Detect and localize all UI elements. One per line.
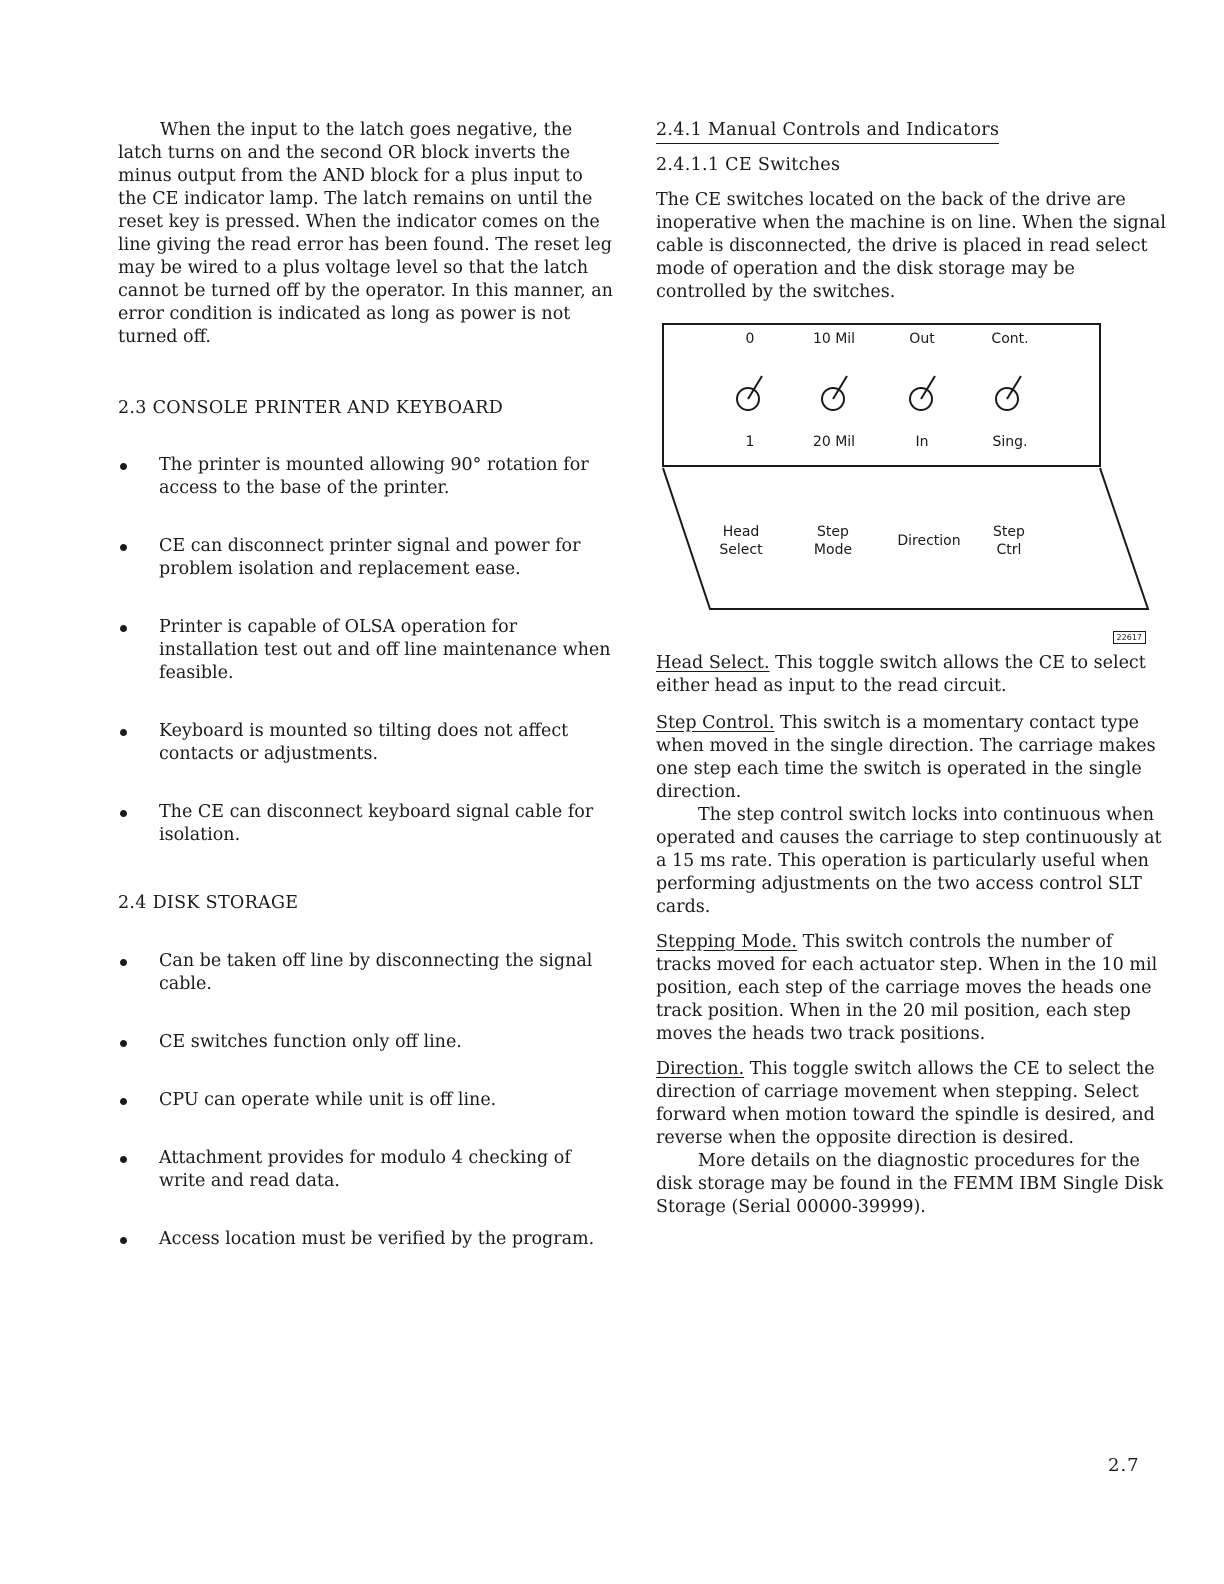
section-2-4-1-title: 2.4.1 Manual Controls and Indicators [656, 119, 1166, 144]
toggle-switch-icon [996, 376, 1021, 410]
figure-tag: 22617 [1113, 631, 1146, 644]
direction-switch-label: Direction [897, 533, 961, 549]
head-select-switch-label: Head Select [719, 524, 763, 558]
disk-storage-list [118, 950, 614, 1251]
ce-switches-intro: The CE switches located on the back of the drive are inoperative when the machine is on line. When the signal cable is disconnected, the drive is placed in read select mode of operation and the disk storage may be controlled by the switches. [656, 190, 1166, 302]
direction-bottom-label: In [915, 434, 929, 450]
list-item: Keyboard is mounted so tilting does not affect contacts or adjustments. [118, 720, 614, 766]
head-select-bottom-label: 1 [745, 434, 755, 450]
head-select-paragraph: Head Select. This toggle switch allows the CE to select either head as input to the read circuit. [656, 653, 1146, 696]
toggle-switch-icon [910, 376, 935, 410]
step-control-paragraph-2: The step control switch locks into continuous when operated and causes the carriage to step continuously at a 15 ms rate. This operation is particularly useful when performing adjustments on the two access control SLT cards. [656, 805, 1162, 917]
list-item: Printer is capable of OLSA operation for installation test out and off line maintenance when feasible. [118, 616, 614, 685]
stepping-mode-paragraph: Stepping Mode. This switch controls the number of tracks moved for each actuator step. When in the 10 mil position, each step of the carriage moves the heads one track position. When in the 20 mil position, each step moves the heads two track positions. [656, 932, 1158, 1044]
bullet-icon [120, 625, 127, 632]
section-2-4-1-1-title: 2.4.1.1 CE Switches [656, 155, 841, 175]
section-2-3-heading: 2.3 CONSOLE PRINTER AND KEYBOARD [118, 398, 504, 418]
diagnostic-details-paragraph: More details on the diagnostic procedures for the disk storage may be found in the FEMM IBM Single Disk Storage (Serial 00000-39999). [656, 1151, 1164, 1217]
step-control-paragraph: Step Control. This switch is a momentary contact type when moved in the single direction. The carriage makes one step each time the switch is operated in the single direction. [656, 713, 1156, 802]
list-item: CPU can operate while unit is off line. [118, 1089, 614, 1112]
ce-switch-panel-diagram [658, 322, 1154, 652]
list-item: CE switches function only off line. [118, 1031, 614, 1054]
step-mode-switch-label: Step Mode [813, 524, 853, 558]
step-ctrl-bottom-label: Sing. [992, 434, 1028, 450]
bullet-icon [120, 1156, 127, 1163]
step-mode-bottom-label: 20 Mil [812, 434, 856, 450]
left-column [118, 119, 614, 1251]
bullet-icon [120, 1098, 127, 1105]
step-ctrl-switch-label: Step Ctrl [993, 524, 1025, 558]
latch-paragraph: When the input to the latch goes negative, the latch turns on and the second OR block inverts the minus output from the AND block for a plus input to the CE indicator lamp. The latch remains on until the reset key is pressed. When the indicator comes on the line giving the read error has been found. The reset leg may be wired to a plus voltage level so that the latch cannot be turned off by the operator. In this manner, an error condition is indicated as long as power is not turned off. [118, 120, 613, 347]
toggle-switch-icon [737, 376, 762, 410]
section-2-4-heading: 2.4 DISK STORAGE [118, 893, 299, 913]
head-select-top-label: 0 [745, 331, 755, 347]
page-number: 2.7 [1108, 1455, 1140, 1476]
bullet-icon [120, 1040, 127, 1047]
list-item: Can be taken off line by disconnecting the signal cable. [118, 950, 614, 996]
direction-paragraph: Direction. This toggle switch allows the CE to select the direction of carriage movement when stepping. Select forward when motion toward the spindle is desired, and reverse when the opposite direction is desired. [656, 1059, 1155, 1148]
list-item: The CE can disconnect keyboard signal cable for isolation. [118, 801, 614, 847]
step-ctrl-top-label: Cont. [991, 331, 1029, 347]
right-column [656, 119, 1166, 1219]
bullet-icon [120, 463, 127, 470]
bullet-icon [120, 959, 127, 966]
direction-top-label: Out [909, 331, 935, 347]
list-item: CE can disconnect printer signal and power for problem isolation and replacement ease. [118, 535, 614, 581]
printer-keyboard-list [118, 454, 614, 847]
bullet-icon [120, 544, 127, 551]
bullet-icon [120, 729, 127, 736]
toggle-switch-icon [822, 376, 847, 410]
bullet-icon [120, 1237, 127, 1244]
step-mode-top-label: 10 Mil [812, 331, 856, 347]
bullet-icon [120, 810, 127, 817]
list-item: Attachment provides for modulo 4 checking of write and read data. [118, 1147, 614, 1193]
list-item: The printer is mounted allowing 90° rotation for access to the base of the printer. [118, 454, 614, 500]
panel-outline [658, 322, 1154, 652]
list-item: Access location must be verified by the program. [118, 1228, 614, 1251]
